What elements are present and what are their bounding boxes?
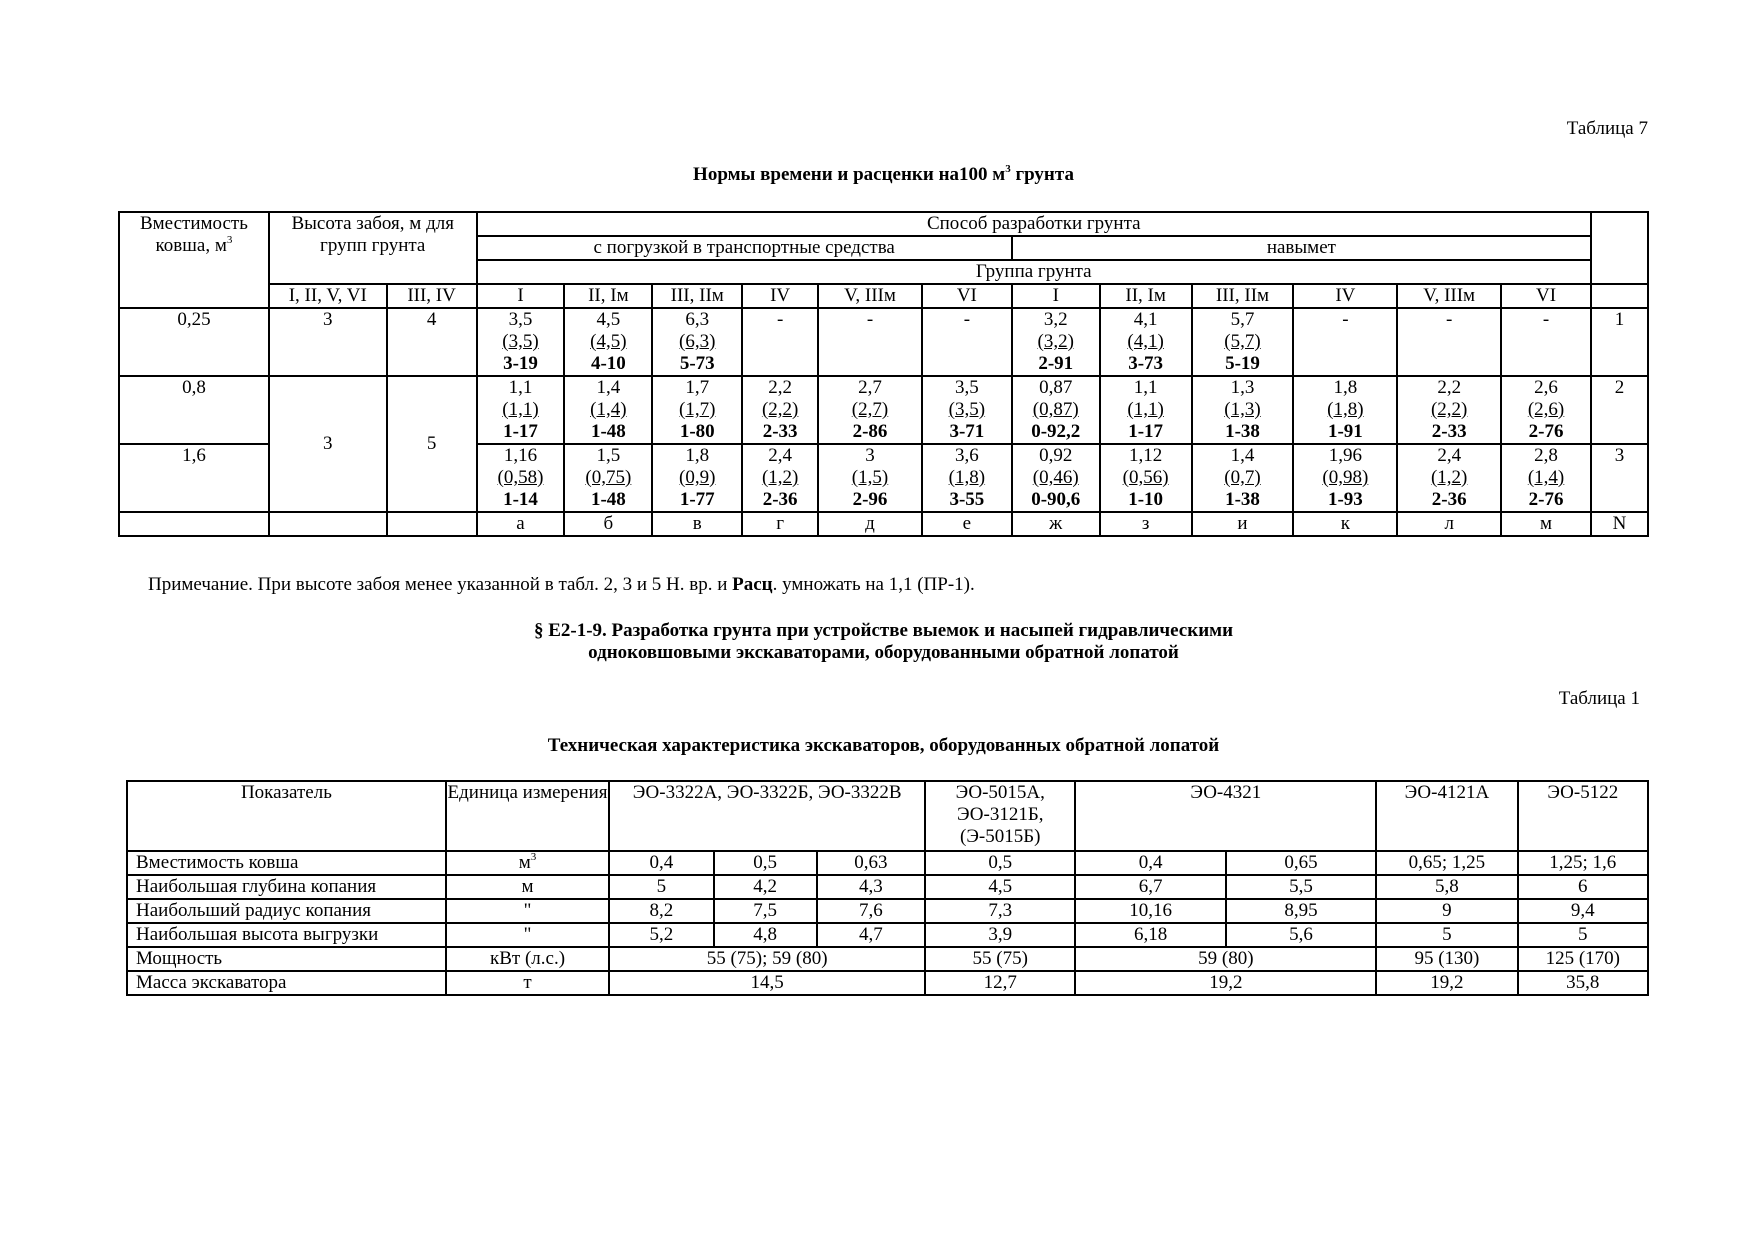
cell: 7,5 <box>714 899 817 923</box>
cell: 4,5 <box>925 875 1075 899</box>
norm-value: 0,92 <box>1039 445 1073 466</box>
norm-value: 1,1 <box>508 377 533 398</box>
cell: 0,8 <box>119 376 269 444</box>
norm-cell <box>818 308 922 376</box>
norms-table <box>118 211 1649 537</box>
norm-rate: 2-91 <box>1038 353 1074 374</box>
cell: 5,6 <box>1226 923 1376 947</box>
norm-value: - <box>963 309 971 330</box>
cell: 4,2 <box>714 875 817 899</box>
cell: 3 <box>1591 444 1648 512</box>
norm-cell <box>1012 444 1100 512</box>
header-cast: навымет <box>1012 236 1591 260</box>
cell: 4 <box>387 308 477 376</box>
header-method: Способ разработки грунта <box>477 212 1591 236</box>
norm-sub-value: (0,9) <box>679 467 716 488</box>
cell: 3,9 <box>925 923 1075 947</box>
norm-value: 2,4 <box>768 445 793 466</box>
norm-rate <box>923 351 1011 371</box>
cell: 5 <box>387 376 477 512</box>
row-unit: кВт (л.с.) <box>446 947 609 971</box>
group-header: V, IIIм <box>1397 284 1501 308</box>
column-letter: ж <box>1012 512 1100 536</box>
norm-sub-value: (1,8) <box>1327 399 1364 420</box>
column-letter: л <box>1397 512 1501 536</box>
header-with-loading: с погрузкой в транспортные средства <box>477 236 1012 260</box>
norm-sub-value: (1,5) <box>851 467 889 488</box>
norm-value: 2,4 <box>1437 445 1462 466</box>
norm-rate: 1-80 <box>679 421 715 442</box>
cell: 1,25; 1,6 <box>1518 851 1648 875</box>
row-name: Вместимость ковша <box>127 851 446 875</box>
norm-rate <box>1294 351 1396 371</box>
cell: 3 <box>269 376 387 512</box>
norm-rate: 2-76 <box>1528 421 1564 442</box>
norm-rate: 2-76 <box>1528 489 1564 510</box>
cell: 5 <box>1518 923 1648 947</box>
norm-sub-value: (3,2) <box>1037 331 1074 352</box>
norm-value: 3,6 <box>954 445 979 466</box>
norms-row <box>119 376 1648 444</box>
norm-rate <box>743 351 817 371</box>
norm-sub-value: (2,2) <box>1430 399 1468 420</box>
cell: 55 (75); 59 (80) <box>609 947 925 971</box>
cell: 4,3 <box>817 875 925 899</box>
norm-sub-value: (1,1) <box>1127 399 1164 420</box>
norm-cell <box>818 444 922 512</box>
norm-value: 1,8 <box>1333 377 1358 398</box>
cell: 0,63 <box>817 851 925 875</box>
norm-value: 6,3 <box>685 309 710 330</box>
column-letter: в <box>652 512 742 536</box>
norm-cell <box>1100 444 1192 512</box>
row-unit: м <box>446 875 609 899</box>
norm-cell <box>1397 308 1501 376</box>
norm-sub-value: (3,5) <box>948 399 986 420</box>
cell: 5,2 <box>609 923 713 947</box>
row-height <box>127 923 1648 947</box>
note: Примечание. При высоте забоя менее указанной в табл. 2, 3 и 5 Н. вр. и Расц. умножать на 1,1 (ПР-1). <box>148 574 975 595</box>
column-letter: д <box>818 512 922 536</box>
norm-sub-value: (2,2) <box>761 399 799 420</box>
norm-rate: 1-77 <box>679 489 715 510</box>
group-header: IV <box>742 284 818 308</box>
norm-cell <box>564 308 652 376</box>
norm-value: 1,16 <box>503 445 538 466</box>
letters-blank <box>387 512 477 536</box>
column-letter: и <box>1192 512 1294 536</box>
norm-rate: 2-86 <box>852 421 888 442</box>
norm-rate: 1-10 <box>1128 489 1164 510</box>
header-blank-4 <box>1591 284 1648 308</box>
norm-sub-value: (3,5) <box>502 331 539 352</box>
cell: 0,5 <box>925 851 1075 875</box>
cell: 0,65; 1,25 <box>1376 851 1517 875</box>
letters-blank <box>269 512 387 536</box>
cell: 0,5 <box>714 851 817 875</box>
cell: 4,7 <box>817 923 925 947</box>
group-header: II, Iм <box>564 284 652 308</box>
table7-label: Таблица 7 <box>1566 118 1648 139</box>
norm-rate: 1-48 <box>590 489 626 510</box>
norm-rate: 4-10 <box>590 353 626 374</box>
norm-rate: 1-38 <box>1225 421 1260 442</box>
norm-sub-value <box>743 331 817 351</box>
norm-rate: 2-33 <box>762 421 798 442</box>
header-indicator: Показатель <box>127 781 446 851</box>
norm-sub-value <box>923 331 1011 351</box>
norm-cell <box>922 376 1012 444</box>
norm-cell <box>564 444 652 512</box>
norm-cell <box>1192 376 1294 444</box>
norm-sub-value <box>1502 331 1590 351</box>
letters-blank <box>119 512 269 536</box>
cell: 5 <box>609 875 713 899</box>
norm-rate: 3-73 <box>1128 353 1164 374</box>
norm-cell <box>742 376 818 444</box>
norm-sub-value: (5,7) <box>1224 331 1261 352</box>
cell: 55 (75) <box>925 947 1075 971</box>
norm-cell <box>818 376 922 444</box>
norm-sub-value: (1,2) <box>1430 467 1468 488</box>
norm-sub-value: (4,5) <box>590 331 627 352</box>
norm-sub-value: (4,1) <box>1127 331 1164 352</box>
norm-sub-value: (0,7) <box>1224 467 1261 488</box>
cell: 8,95 <box>1226 899 1376 923</box>
cell: 59 (80) <box>1075 947 1376 971</box>
norm-sub-value: (1,2) <box>761 467 799 488</box>
row-radius <box>127 899 1648 923</box>
header-h1: I, II, V, VI <box>269 284 387 308</box>
cell: 9 <box>1376 899 1517 923</box>
row-unit: т <box>446 971 609 995</box>
norm-value: 1,4 <box>1230 445 1255 466</box>
norm-value: 1,7 <box>685 377 710 398</box>
norm-value: 3,2 <box>1043 309 1068 330</box>
group-header: I <box>1012 284 1100 308</box>
cell: 0,65 <box>1226 851 1376 875</box>
cell: 5,8 <box>1376 875 1517 899</box>
cell: 6,7 <box>1075 875 1225 899</box>
letters-row <box>119 512 1648 536</box>
header-model-eo4121a: ЭО-4121А <box>1376 781 1517 851</box>
norm-rate <box>1398 351 1500 371</box>
norm-cell <box>564 376 652 444</box>
norm-value: 5,7 <box>1230 309 1255 330</box>
norm-cell <box>742 444 818 512</box>
cell: 14,5 <box>609 971 925 995</box>
norm-cell <box>1100 376 1192 444</box>
norm-sub-value: (1,3) <box>1224 399 1261 420</box>
cell: 5,5 <box>1226 875 1376 899</box>
cell: 19,2 <box>1075 971 1376 995</box>
norm-rate: 3-19 <box>503 353 538 374</box>
cell: 35,8 <box>1518 971 1648 995</box>
row-unit: " <box>446 899 609 923</box>
norms-row <box>119 308 1648 376</box>
norm-sub-value: (2,6) <box>1527 399 1565 420</box>
cell: 0,4 <box>1075 851 1225 875</box>
norm-sub-value: (1,8) <box>948 467 986 488</box>
norm-rate <box>819 351 921 371</box>
table7-title: Нормы времени и расценки на100 $м^3$ грунта <box>693 162 1074 185</box>
norm-rate: 1-91 <box>1327 421 1363 442</box>
cell: 9,4 <box>1518 899 1648 923</box>
norm-sub-value: (0,75) <box>585 467 632 488</box>
cell: 8,2 <box>609 899 713 923</box>
table1-label: Таблица 1 <box>1558 688 1640 709</box>
row-depth <box>127 875 1648 899</box>
norm-value: 1,12 <box>1129 445 1163 466</box>
norm-rate: 1-38 <box>1225 489 1260 510</box>
norm-cell <box>652 444 742 512</box>
norm-cell <box>1293 308 1397 376</box>
norm-rate: 2-36 <box>762 489 798 510</box>
row-power <box>127 947 1648 971</box>
norm-sub-value <box>819 331 921 351</box>
norm-cell <box>1293 376 1397 444</box>
norm-cell <box>1192 444 1294 512</box>
section-title: § Е2-1-9. Разработка грунта при устройстве выемок и насыпей гидравлическими одноковшовыми экскаваторами, оборудованными обратной лопатой <box>533 620 1234 663</box>
column-letter: е <box>922 512 1012 536</box>
cell: 5 <box>1376 923 1517 947</box>
row-name: Мощность <box>127 947 446 971</box>
norm-sub-value: (1,4) <box>590 399 627 420</box>
norm-value: 2,8 <box>1534 445 1558 466</box>
norm-rate <box>1502 351 1590 371</box>
group-header: I <box>477 284 565 308</box>
norm-value: 3,5 <box>954 377 979 398</box>
norm-rate: 1-14 <box>503 489 538 510</box>
header-model-eo4321: ЭО-4321 <box>1075 781 1376 851</box>
norm-sub-value <box>1294 331 1396 351</box>
cell: 6 <box>1518 875 1648 899</box>
norm-value: 1,96 <box>1328 445 1362 466</box>
cell: 10,16 <box>1075 899 1225 923</box>
column-n-label: N <box>1591 512 1648 536</box>
cell: 0,25 <box>119 308 269 376</box>
norm-sub-value: (0,58) <box>497 467 544 488</box>
norm-value: - <box>1542 309 1550 330</box>
norm-cell <box>477 444 565 512</box>
norm-rate: 1-93 <box>1327 489 1363 510</box>
norm-rate: 0-92,2 <box>1031 421 1081 442</box>
group-header: VI <box>922 284 1012 308</box>
norm-sub-value: (0,98) <box>1322 467 1369 488</box>
row-name: Наибольшая глубина копания <box>127 875 446 899</box>
row-name: Наибольшая высота выгрузки <box>127 923 446 947</box>
norm-cell <box>922 308 1012 376</box>
norm-cell <box>1397 376 1501 444</box>
column-letter: б <box>564 512 652 536</box>
norm-sub-value: (1,4) <box>1527 467 1565 488</box>
header-face-height: Высота забоя, м для групп грунта <box>269 212 477 260</box>
row-capacity <box>127 851 1648 875</box>
cell: 12,7 <box>925 971 1075 995</box>
cell: 2 <box>1591 376 1648 444</box>
norm-cell <box>1100 308 1192 376</box>
norm-value: 0,87 <box>1039 377 1073 398</box>
norm-value: - <box>1446 309 1453 330</box>
norm-rate: 2-96 <box>852 489 888 510</box>
group-header: III, IIм <box>652 284 742 308</box>
norm-value: 2,2 <box>768 377 793 398</box>
norm-rate: 0-90,6 <box>1031 489 1081 510</box>
cell: 7,3 <box>925 899 1075 923</box>
row-name: Наибольший радиус копания <box>127 899 446 923</box>
norm-rate: 1-48 <box>590 421 626 442</box>
cell: 1 <box>1591 308 1648 376</box>
header-model-eo5122: ЭО-5122 <box>1518 781 1648 851</box>
norm-cell <box>477 376 565 444</box>
norm-cell <box>1192 308 1294 376</box>
norm-cell <box>1293 444 1397 512</box>
cell: 7,6 <box>817 899 925 923</box>
norm-value: 1,3 <box>1230 377 1255 398</box>
table1-title: Техническая характеристика экскаваторов, оборудованных обратной лопатой <box>547 735 1220 756</box>
norm-rate: 3-55 <box>949 489 985 510</box>
cell: 3 <box>269 308 387 376</box>
header-blank-3 <box>119 284 269 308</box>
cell: 95 (130) <box>1376 947 1517 971</box>
group-header: V, IIIм <box>818 284 922 308</box>
header-soil-group: Группа грунта <box>477 260 1591 284</box>
group-header: IV <box>1293 284 1397 308</box>
group-header: III, IIм <box>1192 284 1294 308</box>
norm-sub-value: (1,7) <box>679 399 716 420</box>
header-blank <box>1591 212 1648 284</box>
header-blank-2 <box>269 260 477 284</box>
norm-value: - <box>776 309 784 330</box>
row-name: Масса экскаватора <box>127 971 446 995</box>
norm-value: 4,5 <box>596 309 621 330</box>
cell: 0,4 <box>609 851 713 875</box>
cell: 125 (170) <box>1518 947 1648 971</box>
norm-value: 1,5 <box>596 445 621 466</box>
norm-cell <box>1397 444 1501 512</box>
norm-rate: 2-33 <box>1431 421 1467 442</box>
norm-rate: 2-36 <box>1431 489 1467 510</box>
norm-sub-value: (0,56) <box>1122 467 1169 488</box>
row-mass <box>127 971 1648 995</box>
column-letter: к <box>1293 512 1397 536</box>
cell: 19,2 <box>1376 971 1517 995</box>
norm-sub-value: (6,3) <box>679 331 716 352</box>
norm-value: 3,5 <box>508 309 533 330</box>
norm-cell <box>477 308 565 376</box>
norm-cell <box>1012 308 1100 376</box>
norm-sub-value: (0,87) <box>1032 399 1079 420</box>
norm-cell <box>742 308 818 376</box>
column-letter: м <box>1501 512 1591 536</box>
group-header: VI <box>1501 284 1591 308</box>
excavator-table <box>126 780 1649 996</box>
norm-value: 1,8 <box>685 445 710 466</box>
header-capacity: Вместимость ковша, $м^3$ <box>119 212 269 284</box>
column-letter: а <box>477 512 565 536</box>
norm-rate: 1-17 <box>1128 421 1164 442</box>
column-letter: г <box>742 512 818 536</box>
norm-rate: 5-73 <box>679 353 715 374</box>
cell: 4,8 <box>714 923 817 947</box>
header-h2: III, IV <box>387 284 477 308</box>
norm-cell <box>1501 308 1591 376</box>
norm-sub-value <box>1398 331 1500 351</box>
row-unit: $м^3$ <box>446 851 609 875</box>
row-unit: " <box>446 923 609 947</box>
norm-value: 1,1 <box>1133 377 1158 398</box>
header-model-eo5015: ЭО-5015А, ЭО-3121Б, (Э-5015Б) <box>925 781 1075 851</box>
norm-value: - <box>1342 309 1349 330</box>
header-unit: Единица измерения <box>446 781 609 851</box>
norm-value: 4,1 <box>1133 309 1158 330</box>
cell: 6,18 <box>1075 923 1225 947</box>
norm-sub-value: (2,7) <box>851 399 889 420</box>
norm-sub-value: (1,1) <box>502 399 539 420</box>
group-header: II, Iм <box>1100 284 1192 308</box>
norm-cell <box>922 444 1012 512</box>
norm-value: - <box>866 309 874 330</box>
norm-rate: 1-17 <box>503 421 538 442</box>
norm-rate: 3-71 <box>949 421 985 442</box>
norm-sub-value: (0,46) <box>1032 467 1079 488</box>
norm-value: 1,4 <box>596 377 621 398</box>
header-model-eo3322: ЭО-3322А, ЭО-3322Б, ЭО-3322В <box>609 781 925 851</box>
norm-cell <box>1501 444 1591 512</box>
norm-cell <box>1012 376 1100 444</box>
norm-value: 3 <box>865 445 875 466</box>
norm-cell <box>1501 376 1591 444</box>
norm-cell <box>652 308 742 376</box>
column-letter: з <box>1100 512 1192 536</box>
norm-rate: 5-19 <box>1225 353 1260 374</box>
norm-value: 2,7 <box>858 377 882 398</box>
norm-value: 2,2 <box>1437 377 1462 398</box>
norm-value: 2,6 <box>1534 377 1558 398</box>
norm-cell <box>652 376 742 444</box>
cell: 1,6 <box>119 444 269 512</box>
